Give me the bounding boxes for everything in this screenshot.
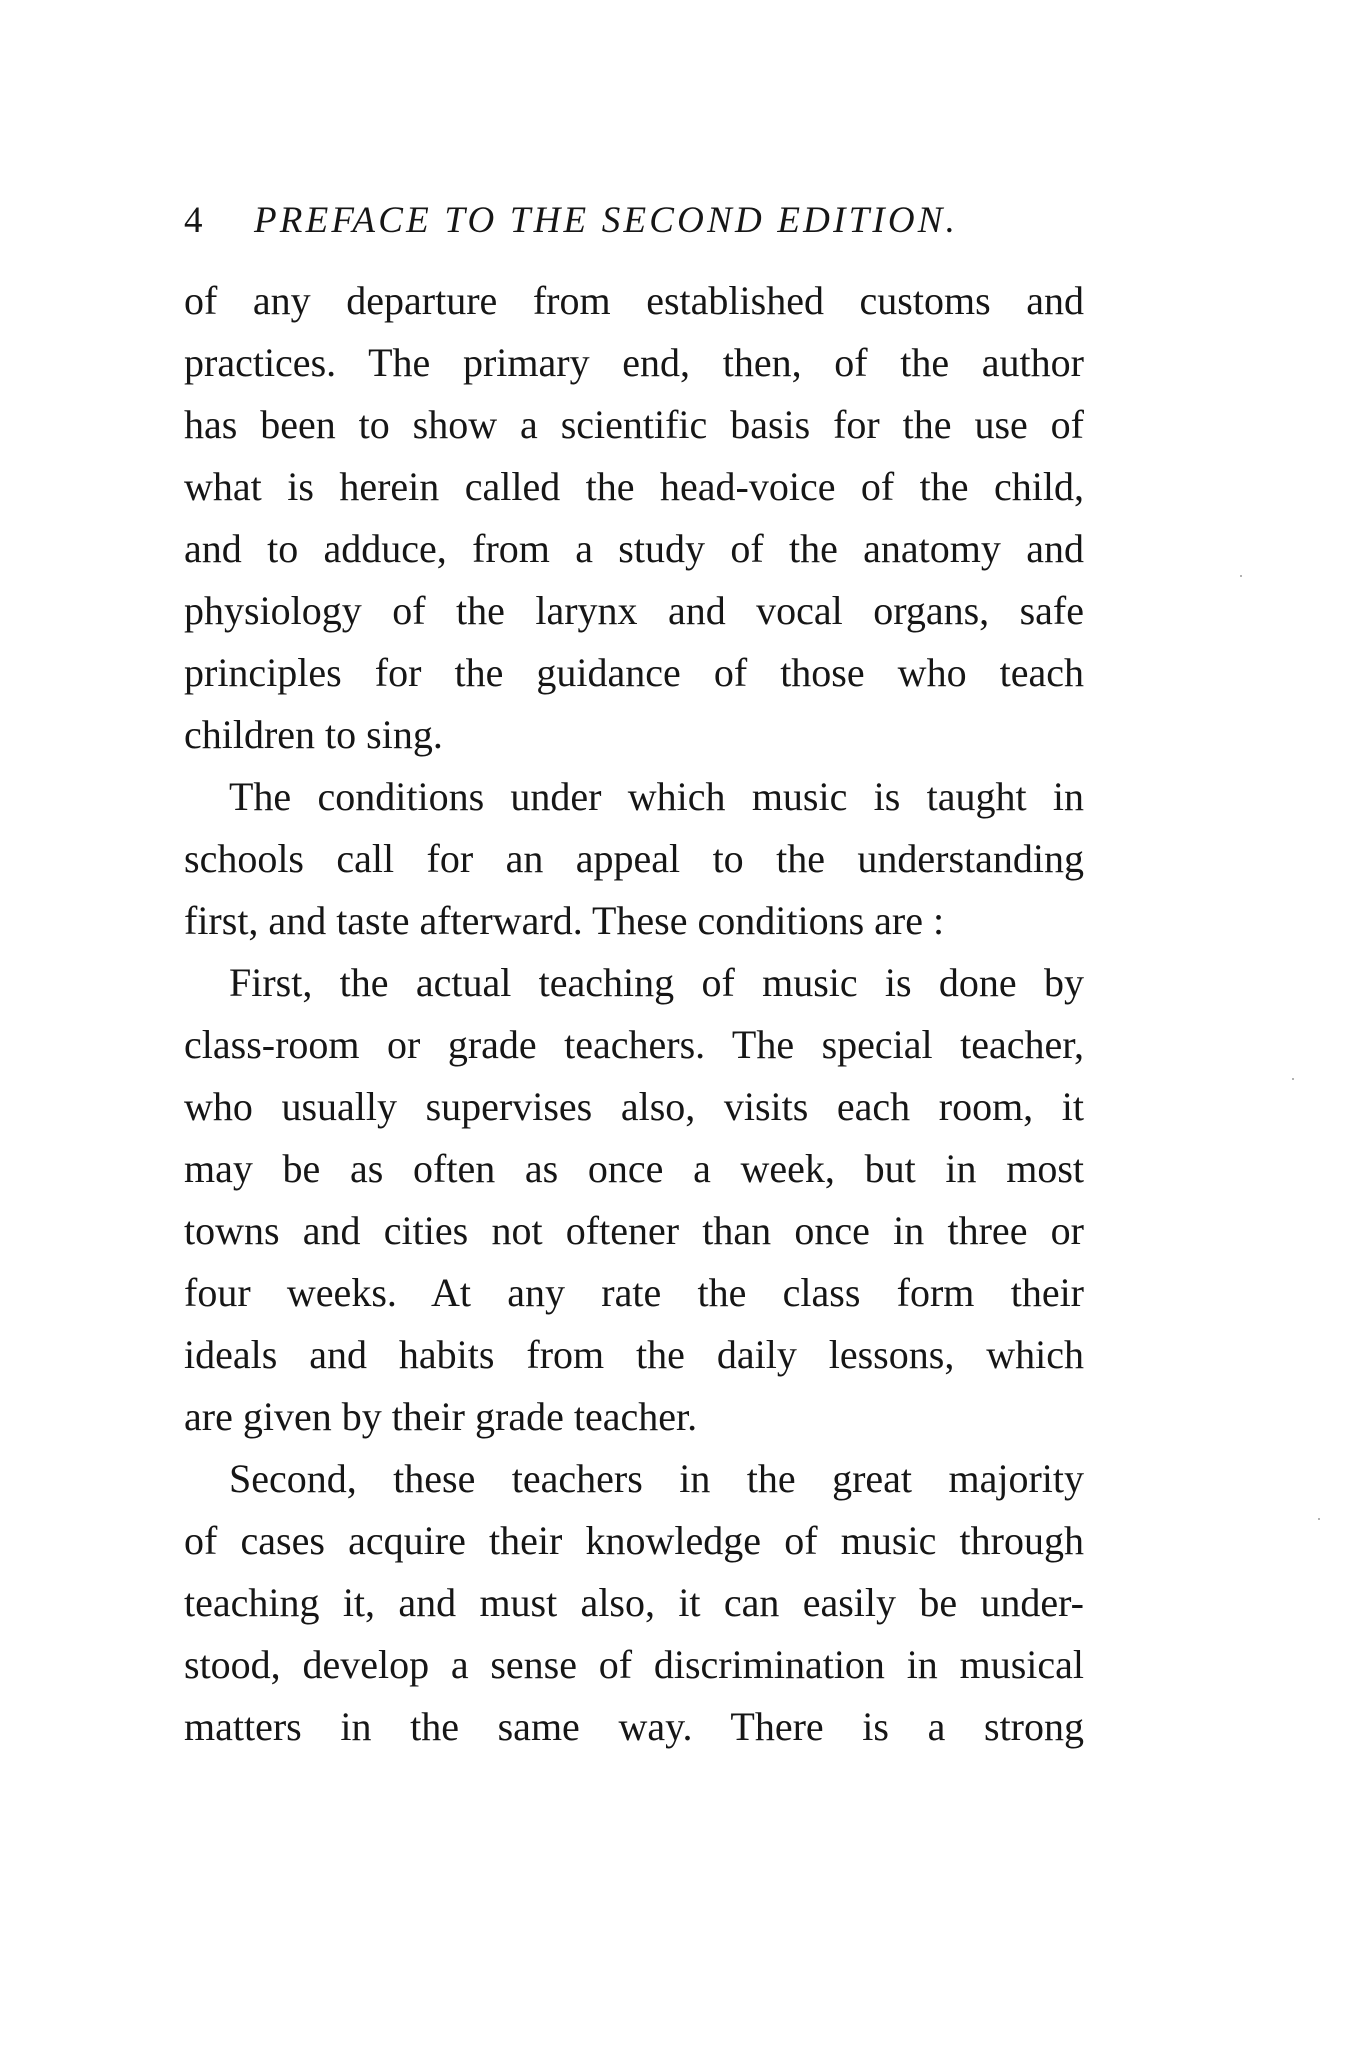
text-line: and to adduce, from a study of the anatomy and	[184, 526, 1084, 571]
text-line: schools call for an appeal to the understanding	[184, 836, 1084, 881]
text-line: matters in the same way. There is a strong	[184, 1704, 1084, 1749]
text-line: first, and taste afterward. These conditions are :	[184, 898, 945, 943]
body-text	[184, 270, 1084, 1758]
text-line: physiology of the larynx and vocal organs, safe	[184, 588, 1084, 633]
text-line: of cases acquire their knowledge of music through	[184, 1518, 1084, 1563]
running-head	[184, 196, 1084, 246]
text-line: of any departure from established customs and	[184, 278, 1084, 323]
paragraph-1	[184, 270, 1084, 766]
text-line: First, the actual teaching of music is done by	[229, 960, 1084, 1005]
text-line: has been to show a scientific basis for the use of	[184, 402, 1084, 447]
paragraph-2	[184, 766, 1084, 952]
running-head-title: PREFACE TO THE SECOND EDITION.	[254, 200, 959, 241]
text-line: Second, these teachers in the great majority	[229, 1456, 1084, 1501]
paragraph-4	[184, 1448, 1084, 1758]
scan-speck	[1318, 1518, 1320, 1520]
text-line: principles for the guidance of those who teach	[184, 650, 1084, 695]
scan-speck	[1240, 575, 1242, 577]
scan-speck	[1292, 1078, 1294, 1080]
text-line: four weeks. At any rate the class form their	[184, 1270, 1084, 1315]
page-number: 4	[184, 200, 203, 241]
text-line: what is herein called the head-voice of the child,	[184, 464, 1084, 509]
text-line: children to sing.	[184, 712, 443, 757]
text-line: towns and cities not oftener than once in three or	[184, 1208, 1084, 1253]
text-line: who usually supervises also, visits each room, it	[184, 1084, 1084, 1129]
text-line: are given by their grade teacher.	[184, 1394, 698, 1439]
text-line: The conditions under which music is taught in	[229, 774, 1084, 819]
text-line: practices. The primary end, then, of the author	[184, 340, 1084, 385]
paragraph-3	[184, 952, 1084, 1448]
text-line: may be as often as once a week, but in most	[184, 1146, 1084, 1191]
text-line: stood, develop a sense of discrimination in musical	[184, 1642, 1084, 1687]
text-line: class-room or grade teachers. The special teacher,	[184, 1022, 1084, 1067]
text-line: teaching it, and must also, it can easily be under-	[184, 1580, 1084, 1625]
text-line: ideals and habits from the daily lessons, which	[184, 1332, 1084, 1377]
